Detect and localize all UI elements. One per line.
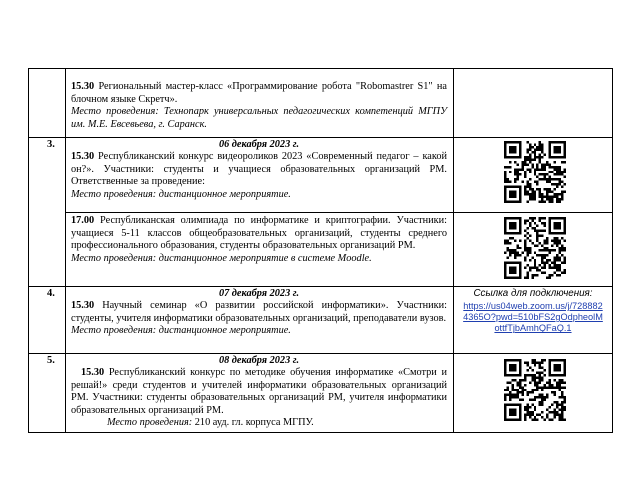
- event-venue: Место проведения: дистанционное мероприятие в системе Moodle.: [71, 252, 372, 264]
- event-time: 17.00: [71, 215, 95, 226]
- event-date: 07 декабря 2023 г.: [218, 288, 300, 299]
- event-entry: [71, 151, 447, 201]
- event-entry: [71, 300, 447, 338]
- event-venue: Место проведения: дистанционное мероприятие.: [71, 325, 291, 337]
- event-venue-label: Место проведения:: [107, 417, 193, 429]
- row-divider: [65, 212, 612, 213]
- qr-code-icon[interactable]: [504, 141, 566, 203]
- column-divider: [65, 69, 66, 432]
- row-divider: [29, 137, 612, 138]
- link-caption: Ссылка для подключения:: [473, 288, 593, 299]
- event-description: Республиканская олимпиада по информатике и криптографии. Участники: учащиеся 5-11 классов общеобразовательных организаций, студенты среднего профессионального образования, студенты образовательных организаций РМ.: [71, 215, 447, 252]
- event-date: 08 декабря 2023 г.: [218, 355, 300, 366]
- qr-code-icon: [504, 217, 566, 279]
- event-date: 06 декабря 2023 г.: [218, 139, 300, 150]
- schedule-table: [28, 68, 613, 433]
- row-number: 3.: [47, 139, 55, 150]
- row-number: 4.: [47, 288, 55, 299]
- qr-code-icon: [504, 359, 566, 421]
- qr-code-icon: [504, 141, 566, 203]
- event-time: 15.30: [81, 367, 105, 378]
- event-description: Республиканский конкурс по методике обучения информатике «Смотри и решай!» среди студентов и учителей информатики образовательных организаций РМ. Участники: студенты образовательных организаций РМ, учителя информатики образовательных организаций РМ.: [71, 367, 447, 416]
- event-description: Региональный мастер-класс «Программирование робота "Robomastrer S1" на блочном языке Скретч».: [71, 81, 447, 105]
- event-description: Республиканский конкурс видеороликов 2023 «Современный педагог – какой он?». Участники: студенты и учащиеся образовательных организаций РМ. Ответственные за проведение:: [71, 151, 447, 188]
- event-venue: Место проведения: дистанционное мероприятие.: [71, 188, 291, 200]
- event-entry: [71, 367, 447, 430]
- row-divider: [29, 353, 612, 354]
- row-number: 5.: [47, 355, 55, 366]
- event-time: 15.30: [71, 300, 95, 311]
- event-venue: Место проведения: Технопарк универсальных педагогических компетенций МГПУ им. М.Е. Евсевьева, г. Саранск.: [71, 106, 447, 130]
- event-entry: [71, 81, 447, 131]
- column-divider: [453, 69, 454, 432]
- event-time: 15.30: [71, 81, 95, 92]
- event-venue: 210 ауд. гл. корпуса МГПУ.: [192, 417, 314, 429]
- zoom-link[interactable]: https://us04web.zoom.us/j/7288824365O?pwd=510bFS2gOdpheolMottfTjbAmhQFaQ.1: [463, 301, 603, 334]
- event-time: 15.30: [71, 151, 95, 162]
- qr-code-icon[interactable]: [504, 359, 566, 421]
- event-entry: [71, 215, 447, 265]
- row-divider: [29, 286, 612, 287]
- event-description: Научный семинар «О развитии российской информатики». Участники: студенты, учителя информатики образовательных организаций, преподаватели вузов.: [71, 300, 447, 324]
- qr-code-icon[interactable]: [504, 217, 566, 279]
